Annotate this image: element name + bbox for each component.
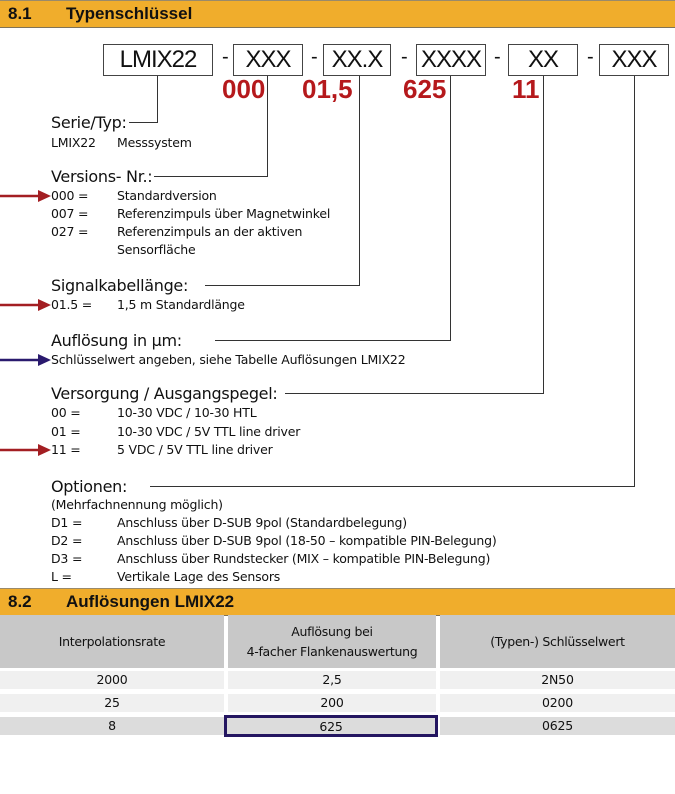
key-box-aufloesung: XXXX	[416, 44, 486, 76]
table-cell: 200	[228, 694, 436, 712]
optionen-text: Anschluss über D-SUB 9pol (Standardbelegung)	[117, 515, 407, 530]
versorgung-code: 01 =	[51, 424, 81, 439]
aufloesung-note: Schlüsselwert angeben, siehe Tabelle Auflösungen LMIX22	[51, 352, 406, 367]
versions-code: 000 =	[51, 188, 89, 203]
blue-arrow-icon	[0, 354, 52, 366]
versorgung-text: 5 VDC / 5V TTL line driver	[117, 442, 273, 457]
table-header-aufloesung	[228, 615, 436, 668]
kabel-title: Signalkabellänge:	[51, 276, 189, 295]
key-box-versorgung: XX	[508, 44, 578, 76]
versorgung-text: 10-30 VDC / 5V TTL line driver	[117, 424, 301, 439]
serie-line	[51, 135, 192, 150]
versions-code: 027 =	[51, 224, 89, 239]
versions-text: Sensorfläche	[117, 242, 196, 257]
separator: -	[401, 46, 408, 68]
section-header-typenschluessel	[0, 0, 675, 28]
key-box-version: XXX	[233, 44, 303, 76]
header-text: (Typen-) Schlüsselwert	[490, 633, 625, 649]
table-row	[0, 694, 675, 712]
section-header-aufloesungen	[0, 588, 675, 616]
header-text: Interpolationsrate	[58, 633, 166, 649]
versorgung-line	[51, 424, 300, 439]
optionen-code: L =	[51, 569, 72, 584]
versions-line	[51, 206, 330, 221]
optionen-line	[51, 569, 280, 584]
serie-title: Serie/Typ:	[51, 113, 127, 132]
key-box-kabel: XX.X	[323, 44, 391, 76]
kabel-code: 01.5 =	[51, 297, 93, 312]
versions-line	[51, 188, 217, 203]
separator: -	[587, 46, 594, 68]
key-box-optionen: XXX	[599, 44, 669, 76]
serie-code: LMIX22	[51, 135, 96, 150]
selected-value-kabel: 01,5	[302, 74, 353, 104]
optionen-note: (Mehrfachnennung möglich)	[51, 497, 223, 512]
table-header-interpolationsrate	[0, 615, 224, 668]
versorgung-line	[51, 442, 273, 457]
selected-value-aufloesung: 625	[403, 74, 447, 104]
table-cell: 2000	[0, 671, 224, 689]
separator: -	[494, 46, 501, 68]
table-cell: 0625	[440, 717, 675, 735]
selected-value-versorgung: 11	[512, 74, 540, 104]
selected-value-version: 000	[222, 74, 266, 104]
versorgung-code: 11 =	[51, 442, 81, 457]
versorgung-line	[51, 405, 256, 420]
optionen-text: Vertikale Lage des Sensors	[117, 569, 281, 584]
versorgung-code: 00 =	[51, 405, 81, 420]
versions-line	[51, 242, 195, 257]
optionen-line	[51, 551, 490, 566]
key-box-serie: LMIX22	[103, 44, 213, 76]
versions-text: Referenzimpuls über Magnetwinkel	[117, 206, 331, 221]
section-title: Auflösungen LMIX22	[66, 592, 235, 611]
red-arrow-icon	[0, 299, 52, 311]
optionen-line	[51, 515, 407, 530]
table-cell: 8	[0, 717, 224, 735]
versions-title: Versions- Nr.:	[51, 167, 153, 186]
red-arrow-icon	[0, 444, 52, 456]
versions-line	[51, 224, 302, 239]
optionen-title: Optionen:	[51, 477, 128, 496]
table-cell: 2,5	[228, 671, 436, 689]
optionen-text: Anschluss über Rundstecker (MIX – kompatible PIN-Belegung)	[117, 551, 491, 566]
versions-text: Standardversion	[117, 188, 217, 203]
table-cell: 0200	[440, 694, 675, 712]
optionen-code: D2 =	[51, 533, 83, 548]
header-text: 4-facher Flankenauswertung	[246, 643, 418, 659]
table-cell: 25	[0, 694, 224, 712]
table-header-schluesselwert	[440, 615, 675, 668]
table-row	[0, 717, 675, 735]
red-arrow-icon	[0, 190, 52, 202]
serie-text: Messsystem	[117, 135, 192, 150]
separator: -	[311, 46, 318, 68]
separator: -	[222, 46, 229, 68]
header-text: Auflösung bei	[291, 623, 373, 639]
optionen-line	[51, 533, 497, 548]
table-cell-highlighted: 625	[224, 715, 438, 737]
versorgung-title: Versorgung / Ausgangspegel:	[51, 384, 278, 403]
section-number: 8.2	[8, 592, 32, 611]
versions-code: 007 =	[51, 206, 89, 221]
table-cell: 2N50	[440, 671, 675, 689]
kabel-line	[51, 297, 245, 312]
section-title: Typenschlüssel	[66, 4, 193, 23]
section-number: 8.1	[8, 4, 32, 23]
optionen-code: D1 =	[51, 515, 83, 530]
kabel-text: 1,5 m Standardlänge	[117, 297, 245, 312]
aufloesung-title: Auflösung in µm:	[51, 331, 182, 350]
optionen-text: Anschluss über D-SUB 9pol (18-50 – kompatible PIN-Belegung)	[117, 533, 497, 548]
table-row	[0, 671, 675, 689]
versions-text: Referenzimpuls an der aktiven	[117, 224, 303, 239]
versorgung-text: 10-30 VDC / 10-30 HTL	[117, 405, 257, 420]
optionen-code: D3 =	[51, 551, 83, 566]
